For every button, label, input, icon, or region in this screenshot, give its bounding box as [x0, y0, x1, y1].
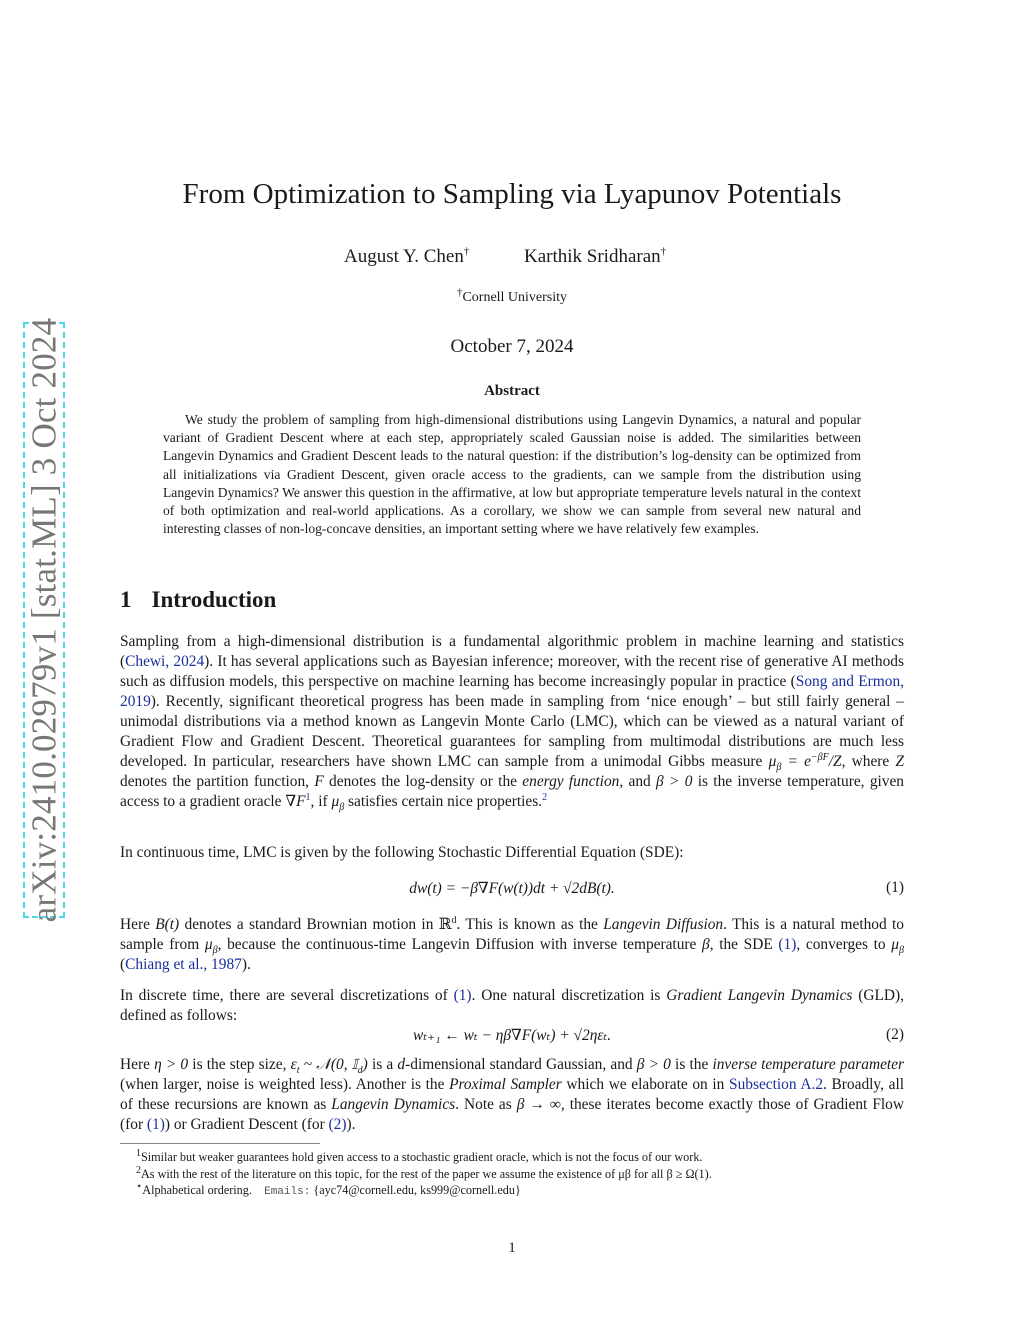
affiliation: [0, 286, 1024, 306]
footnote-2: $^2$As with the rest of the literature on this topic, for the rest of the paper we assume the existence of μβ for all β ≥ Ω(1).: [136, 1164, 712, 1181]
arxiv-stamp: [23, 317, 65, 923]
eq-ref-2[interactable]: (2): [328, 1116, 347, 1133]
section-title: Introduction: [151, 587, 277, 612]
paper-title: From Optimization to Sampling via Lyapunov Potentials: [182, 178, 842, 210]
paragraph-3: Here B(t) denotes a standard Brownian motion in ℝ$^d$. This is known as the Langevin Diffusion. This is a natural method to sample from $\mu_\beta$, because the continuous-time Langevin Diffusion with inverse temperature β, the SDE (1), converges to $\mu_\beta$ (Chiang et al., 1987).: [120, 914, 904, 973]
section-heading: [120, 587, 276, 613]
affiliation-mark: †: [456, 286, 463, 299]
footnote-3: ⋆Alphabetical ordering. Emails: {ayc74@cornell.edu, ks999@cornell.edu}: [136, 1180, 521, 1198]
equation-1-formula: dw(t) = −β∇F(w(t))dt + √2dB(t).: [409, 880, 615, 897]
paragraph-5: Here η > 0 is the step size, $\varepsilon_t$ ~ 𝒩(0, 𝕀$_d$) is a d-dimensional standard Gaussian, and β > 0 is the inverse temperature parameter (when larger, noise is weighted less). Another is the Proximal Sampler which we elaborate on in Subsection A.2. Broadly, all of these recursions are known as Langevin Dynamics. Note as β → ∞, these iterates become exactly those of Gradient Flow (for (1)) or Gradient Descent (for (2)).: [120, 1056, 905, 1133]
abstract-heading: Abstract: [484, 383, 540, 399]
footnote-rule: [120, 1143, 320, 1144]
citation-chewi[interactable]: Chewi, 2024: [125, 653, 205, 670]
paragraph-2: In continuous time, LMC is given by the following Stochastic Differential Equation (SDE):: [120, 844, 684, 861]
equation-2: [120, 1026, 904, 1046]
author-2-name: Karthik Sridharan: [524, 246, 661, 267]
eq-ref-1[interactable]: (1): [778, 936, 797, 953]
footnote-ref-1[interactable]: 1: [305, 791, 311, 803]
citation-chiang[interactable]: Chiang et al., 1987: [125, 956, 242, 973]
eq-ref-1b[interactable]: (1): [453, 987, 472, 1004]
footnote-1: $^1$Similar but weaker guarantees hold given access to a stochastic gradient oracle, which is not the focus of our work.: [136, 1147, 703, 1164]
author-2: [524, 246, 666, 268]
ref-subsection-a2[interactable]: Subsection A.2: [729, 1076, 824, 1093]
emails-label: Emails:: [264, 1186, 311, 1198]
footnotes: [136, 1149, 904, 1201]
paper-date: October 7, 2024: [450, 336, 574, 357]
equation-1: [120, 879, 904, 899]
paragraph-1: Sampling from a high-dimensional distribution is a fundamental algorithmic problem in machine learning and statistics (Chewi, 2024). It has several applications such as Bayesian inference; moreover, with the recent rise of generative AI methods such as diffusion models, this perspective on machine learning has become increasingly popular in practice (Song and Ermon, 2019). Recently, significant theoretical progress has been made in sampling from ‘nice enough’ – but still fairly general – unimodal distributions via a method known as Langevin Monte Carlo (LMC), which can be viewed as a natural variant of Gradient Flow and Gradient Descent. Theoretical guarantees for sampling from multimodal distributions are much less developed. In particular, researchers have shown LMC can sample from a unimodal Gibbs measure $\mu_\beta = e^{-\beta F}/Z$, where Z denotes the partition function, F denotes the log-density or the energy function, and β > 0 is the inverse temperature, given access to a gradient oracle ∇F$^1$, if $\mu_\beta$ satisfies certain nice properties.$^2$: [120, 633, 905, 814]
abstract-body: We study the problem of sampling from high-dimensional distributions using Langevin Dynamics, a natural and popular variant of Gradient Descent where at each step, appropriately scaled Gaussian noise is added. The similarities between Langevin Dynamics and Gradient Descent leads to the natural question: if the distribution’s log-density can be optimized from all initializations via Gradient Descent, given oracle access to the gradients, can we sample from the distribution using Langevin Dynamics? We answer this question in the affirmative, at low but appropriate temperature levels natural in the context of both optimization and real-world applications. As a corollary, we show we can sample from several new natural and interesting classes of non-log-concave densities, an important setting where we have relatively few examples.: [163, 412, 861, 537]
arxiv-stamp-text: arXiv:2410.02979v1 [stat.ML] 3 Oct 2024: [24, 317, 64, 923]
equation-1-label: (1): [886, 879, 904, 896]
paragraph-4: In discrete time, there are several discretizations of (1). One natural discretization is Gradient Langevin Dynamics (GLD), defined as follows:: [120, 987, 904, 1024]
eq-ref-1c[interactable]: (1): [146, 1116, 165, 1133]
author-2-mark: †: [660, 245, 667, 258]
equation-2-label: (2): [886, 1026, 904, 1043]
equation-2-formula: wₜ₊₁ ← wₜ − ηβ∇F(wₜ) + √2ηεₜ.: [412, 1027, 612, 1044]
citation-song-ermon[interactable]: Song and Ermon, 2019: [120, 673, 904, 710]
emails: {ayc74@cornell.edu, ks999@cornell.edu}: [313, 1183, 521, 1197]
section-number: 1: [120, 587, 132, 612]
footnote-ref-2[interactable]: 2: [542, 791, 548, 803]
author-1-mark: †: [463, 245, 470, 258]
page-number: 1: [508, 1240, 516, 1256]
affiliation-name: Cornell University: [462, 290, 568, 305]
author-1: [344, 246, 469, 268]
author-1-name: August Y. Chen: [344, 246, 464, 267]
